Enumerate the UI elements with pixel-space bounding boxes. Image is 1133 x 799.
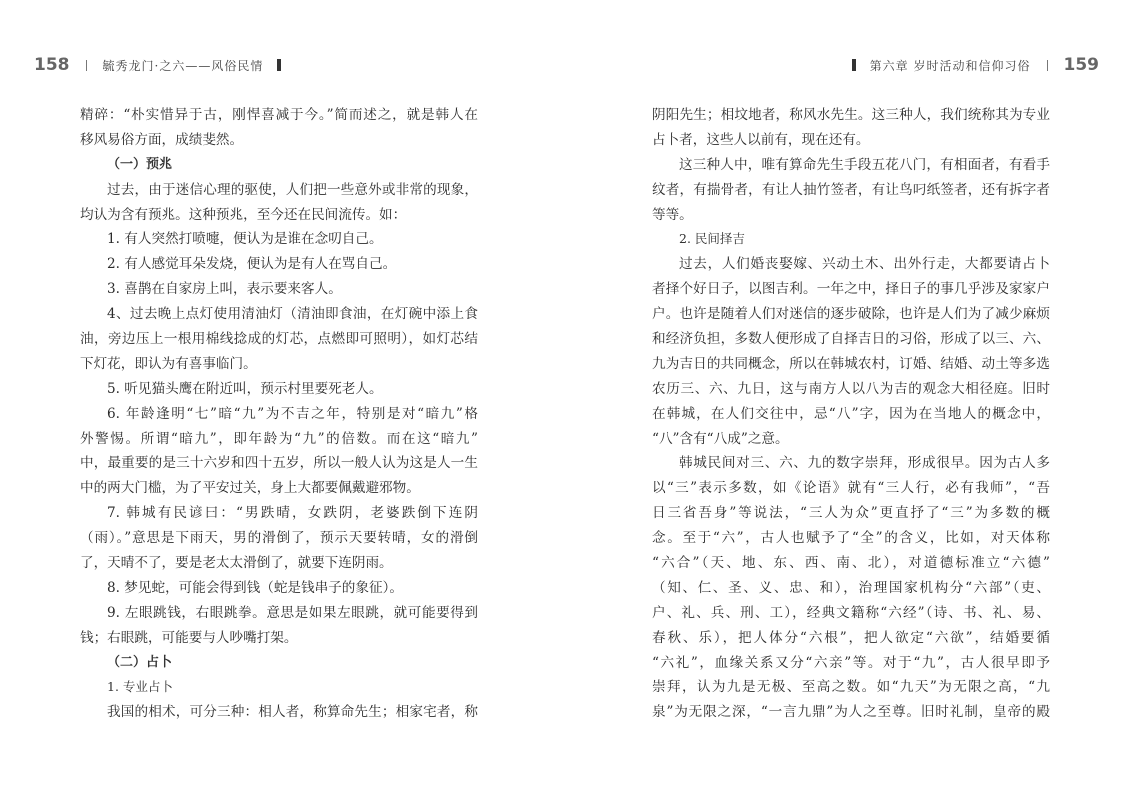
left-page <box>0 0 566 799</box>
text-line: 农历三、六、九日，这与南方人以八为吉的观念大相径庭。旧时 <box>652 380 1050 397</box>
list-item: 1. 有人突然打喷嚏，便认为是谁在念叨自己。 <box>107 231 383 248</box>
right-page-header <box>838 54 1099 76</box>
running-header-title: 第六章 岁时活动和信仰习俗 <box>869 58 1031 73</box>
text-line: 春秋、乐），把人体分“六根”，把人欲定“六欲”，结婚要循 <box>652 629 1050 646</box>
section-heading: （二）占卜 <box>107 654 173 670</box>
text-line: 占卜者，这些人以前有，现在还有。 <box>652 131 870 148</box>
text-line: 油，旁边压上一根用棉线捻成的灯芯，点燃即可照明），如灯芯结 <box>80 331 478 348</box>
text-line: 移风易俗方面，成绩斐然。 <box>80 131 244 148</box>
text-line: 下灯花，即认为有喜事临门。 <box>80 355 257 372</box>
text-line: 泉”为无限之深，“一言九鼎”为人之至尊。旧时礼制，皇帝的殿 <box>652 704 1050 721</box>
header-marker <box>277 59 281 71</box>
text-line: 钱；右眼跳，可能要与人吵嘴打架。 <box>80 629 298 646</box>
text-line: 阴阳先生；相坟地者，称风水先生。这三种人，我们统称其为专业 <box>652 107 1050 123</box>
right-page <box>566 0 1133 799</box>
text-line: 这三种人中，唯有算命先生手段五花八门，有相面者，有看手 <box>679 156 1050 173</box>
section-heading: （一）预兆 <box>107 156 173 172</box>
left-body-text <box>80 103 478 725</box>
header-divider <box>1047 60 1048 71</box>
running-header-title: 毓秀龙门·之六——风俗民情 <box>102 58 264 73</box>
right-body-text <box>652 103 1050 725</box>
text-line: 我国的相术，可分三种：相人者，称算命先生；相家宅者，称 <box>107 704 478 721</box>
list-item: 6. 年龄逢明“七”暗“九”为不吉之年，特别是对“暗九”格 <box>107 405 478 422</box>
text-line: 以“三”表示多数，如《论语》就有“三人行，必有我师”，“吾 <box>652 480 1050 497</box>
left-page-header <box>34 54 295 76</box>
text-line: “六礼”，血缘关系又分“六亲”等。对于“九”，古人很早即予 <box>652 654 1050 671</box>
list-item: 2. 有人感觉耳朵发烧，便认为是有人在骂自己。 <box>107 256 397 273</box>
text-line: 精碎：“朴实惜异于古，刚悍喜减于今。”简而述之，就是韩人在 <box>80 107 478 123</box>
header-marker <box>852 59 856 71</box>
text-line: 和经济负担，多数人便形成了自择吉日的习俗，形成了以三、六、 <box>652 331 1050 348</box>
list-item: 7. 韩城有民谚曰：“男跌晴，女跌阴，老婆跌倒下连阴 <box>107 505 478 522</box>
text-line: 念。至于“六”，古人也赋予了“全”的含义，比如，对天体称 <box>652 530 1050 547</box>
list-item: 5. 听见猫头鹰在附近叫，预示村里要死老人。 <box>107 380 383 397</box>
text-line: 中，最重要的是三十六岁和四十五岁，所以一般人认为这是人一生 <box>80 455 478 472</box>
header-divider <box>86 60 87 71</box>
text-line: （知、仁、圣、义、忠、和），治理国家机构分“六部”（吏、 <box>652 579 1050 596</box>
text-line: 中的两大门槛，为了平安过关，身上大都要佩戴避邪物。 <box>80 480 420 497</box>
text-line: 外警惕。所谓“暗九”，即年龄为“九”的倍数。而在这“暗九” <box>80 430 478 447</box>
text-line: 韩城民间对三、六、九的数字崇拜，形成很早。因为古人多 <box>679 455 1050 472</box>
text-line: 过去，由于迷信心理的驱使，人们把一些意外或非常的现象， <box>107 181 478 198</box>
text-line: 日三省吾身”等说法，“三人为众”更直抒了“三”为多数的概 <box>652 505 1050 522</box>
list-item: 8. 梦见蛇，可能会得到钱（蛇是钱串子的象征）。 <box>107 579 403 596</box>
page-number: 159 <box>1063 55 1099 75</box>
text-line: 了，天晴不了，要是老太太滑倒了，就要下连阴雨。 <box>80 555 393 572</box>
text-line: 崇拜，认为九是无极、至高之数。如“九天”为无限之高，“九 <box>652 679 1050 696</box>
text-line: 户、礼、兵、刑、工），经典文籍称“六经”（诗、书、礼、易、 <box>652 604 1050 621</box>
text-line: 纹者，有揣骨者，有让人抽竹签者，有让鸟叼纸签者，还有拆字者 <box>652 181 1050 198</box>
text-line: 等等。 <box>652 206 693 223</box>
page-number: 158 <box>34 55 70 75</box>
list-item: 4、过去晚上点灯使用清油灯（清油即食油，在灯碗中添上食 <box>107 306 478 323</box>
list-item: 3. 喜鹊在自家房上叫，表示要来客人。 <box>107 281 342 298</box>
list-item: 9. 左眼跳钱，右眼跳拳。意思是如果左眼跳，就可能要得到 <box>107 604 478 621</box>
text-line: （雨）。”意思是下雨天，男的滑倒了，预示天要转晴，女的滑倒 <box>80 530 478 547</box>
subsection-heading: 2. 民间择吉 <box>679 231 745 247</box>
text-line: “六合”（天、地、东、西、南、北），对道德标准立“六德” <box>652 555 1050 572</box>
text-line: 过去，人们婚丧娶嫁、兴动土木、出外行走，大都要请占卜 <box>679 256 1050 273</box>
text-line: 者择个好日子，以图吉利。一年之中，择日子的事几乎涉及家家户 <box>652 281 1050 298</box>
subsection-heading: 1. 专业占卜 <box>107 679 173 695</box>
text-line: 在韩城，在人们交往中，忌“八”字，因为在当地人的概念中， <box>652 405 1050 422</box>
text-line: 户。也许是随着人们对迷信的逐步破除，也许是人们为了减少麻烦 <box>652 306 1050 323</box>
text-line: 均认为含有预兆。这种预兆，至今还在民间流传。如： <box>80 206 407 223</box>
text-line: “八”含有“八成”之意。 <box>652 430 789 447</box>
text-line: 九为吉日的共同概念，所以在韩城农村，订婚、结婚、动土等多选 <box>652 355 1050 372</box>
